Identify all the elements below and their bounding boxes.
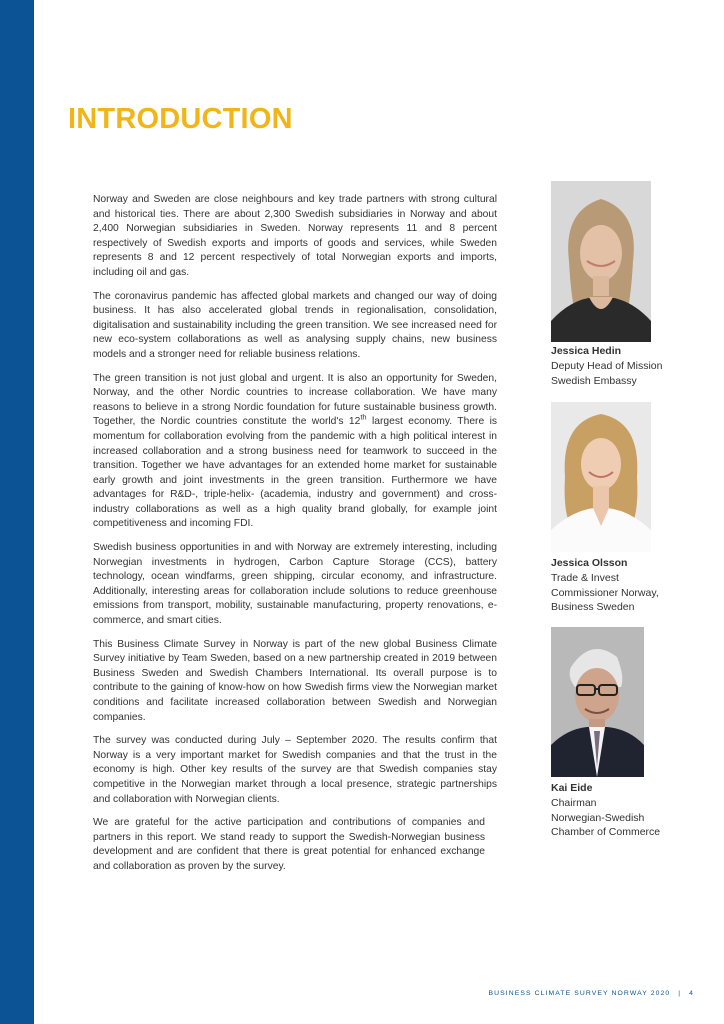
paragraph-green-transition xyxy=(93,372,497,533)
green-text-before: The green transition is not just global and urgent. It is also an opportunity for Sweden, Norway, and the other Nordic countries to increase collaboration. We have many reasons to believe in a strong Nordic foundation for future sustainable business growth. Together, the Nordic countries constitute the world's 12 xyxy=(93,372,497,428)
footer-report-title: BUSINESS CLIMATE SURVEY NORWAY 2020 xyxy=(488,990,671,997)
body-text xyxy=(93,193,497,884)
portrait-kai-eide xyxy=(551,627,644,777)
paragraph-gratitude: We are grateful for the active participation and contributions of companies and partners in this report. We stand ready to support the Swedish-Norwegian business development and are confident that there is great potential for enhanced exchange and collaboration as proven by the survey. xyxy=(93,817,485,872)
person-role: Commissioner Norway, xyxy=(551,586,659,599)
paragraph-pandemic: The coronavirus pandemic has affected global markets and changed our way of doing business. It has also accelerated global trends in regionalisation, consolidation, digitalisation and sustainability including the green transition. We see increased need for new eco-system collaborations as well as analysing supply chains, new business models and a stronger need for reliable business relations. xyxy=(93,290,497,360)
ordinal-suffix: th xyxy=(360,412,367,422)
paragraph-survey-initiative: This Business Climate Survey in Norway is part of the new global Business Climate Survey initiative by Team Sweden, based on a new partnership created in 2019 between Business Sweden and Swedish Chambers International. Its overall purpose is to contribute to the gaining of know-how on how Swedish firms view the Norwegian market conditions and facilitate increased collaboration between Swedish and Norwegian companies. xyxy=(93,638,497,723)
portrait-jessica-olsson xyxy=(551,402,651,552)
person-name: Jessica Hedin xyxy=(551,345,622,357)
caption-jessica-olsson xyxy=(551,556,681,615)
page-number: 4 xyxy=(689,990,694,997)
green-text-after: largest economy. There is momentum for collaboration evolving from the pandemic with a high political interest in increased collaboration and a strong business need for teamwork to succeed in the transition. Together we have advantages for an extended home market for sustainable early growth and joint investments in the green transition. Furthermore we have advantages for R&D-, triple-helix- (academia, industry and government) and cross-industry collaborations as well as a high quality brand globally, for example joint competitiveness and incoming FDI. xyxy=(93,416,498,530)
person-role: Deputy Head of Mission xyxy=(551,359,663,372)
person-name: Kai Eide xyxy=(551,782,593,794)
person-role: Chamber of Commerce xyxy=(551,826,661,839)
person-role: Norwegian-Swedish xyxy=(551,811,645,824)
paragraph-opportunities: Swedish business opportunities in and with Norway are extremely interesting, including Norwegian investments in hydrogen, Carbon Capture Storage (CCS), battery technology, ocean windfarms, green shipping, circular economy, and infrastructure. Additionally, interesting areas for collaboration include solutions to reduce greenhouse emissions from transport, mobility, sustainable manufacturing, property renovations, e-commerce, and smart cities. xyxy=(93,542,497,627)
paragraph-survey-results: The survey was conducted during July – September 2020. The results confirm that Norway is a very important market for Swedish companies and that the trust in the economy is high. Other key results of the survey are that Swedish companies stay competitive in the Norwegian market through a local presence, strategic partnerships and collaboration with Norwegian clients. xyxy=(93,735,497,805)
paragraph-trade-ties: Norway and Sweden are close neighbours and key trade partners with strong cultural and historical ties. There are about 2,300 Swedish subsidiaries in Norway and about 2,400 Norwegian subsidiaries in Sweden. Norway represents 11 and 8 percent respectively of Swedish exports and imports of goods and services, while Sweden represents 8 and 12 percent respectively of total Norwegian exports and imports, including oil and gas. xyxy=(93,194,497,278)
caption-jessica-hedin xyxy=(551,344,681,388)
page-title: INTRODUCTION xyxy=(68,103,293,135)
page-footer xyxy=(488,990,694,997)
blue-side-bar xyxy=(0,0,34,1024)
person-role: Chairman xyxy=(551,796,597,809)
person-name: Jessica Olsson xyxy=(551,557,628,569)
footer-separator: | xyxy=(678,990,682,997)
person-role: Business Sweden xyxy=(551,601,635,614)
caption-kai-eide xyxy=(551,781,681,840)
portrait-jessica-hedin xyxy=(551,181,651,342)
person-role: Swedish Embassy xyxy=(551,374,637,387)
person-role: Trade & Invest xyxy=(551,571,619,584)
